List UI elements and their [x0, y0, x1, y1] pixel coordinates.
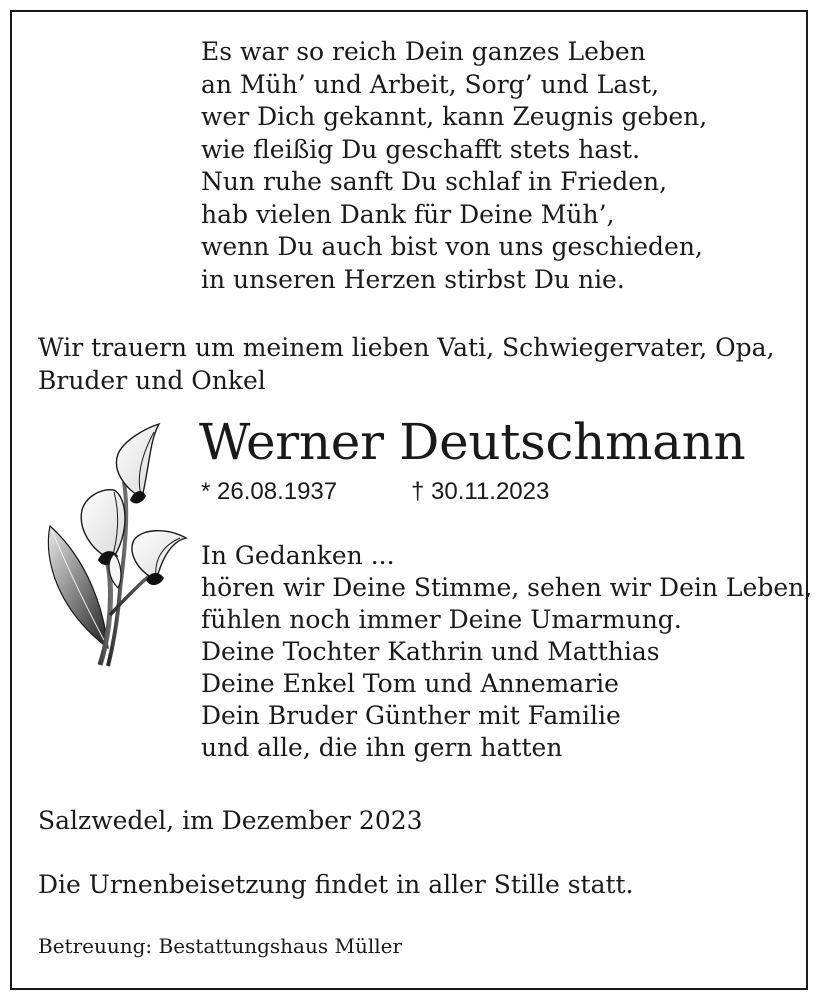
birth-date: * 26.08.1937 [201, 478, 338, 505]
mourner-line: und alle, die ihn gern hatten [201, 733, 563, 762]
mourner-line: Deine Tochter Kathrin und Matthias [201, 637, 660, 666]
poem [201, 36, 707, 296]
life-dates [201, 477, 550, 507]
death-date: † 30.11.2023 [411, 478, 550, 505]
thoughts-block [201, 540, 812, 764]
calla-lily-icon [38, 410, 198, 675]
funeral-home-note: Betreuung: Bestattungshaus Müller [38, 934, 403, 958]
mourner-line: Dein Bruder Günther mit Familie [201, 701, 621, 730]
thoughts-line: fühlen noch immer Deine Umarmung. [201, 605, 682, 634]
place-date: Salzwedel, im Dezember 2023 [38, 806, 423, 835]
poem-line: in unseren Herzen stirbst Du nie. [201, 264, 625, 294]
thoughts-line: In Gedanken ... [201, 541, 395, 570]
mourner-line: Deine Enkel Tom und Annemarie [201, 669, 619, 698]
intro-line: Wir trauern um meinem lieben Vati, Schwiegervater, Opa, [38, 333, 775, 362]
mourning-intro [38, 331, 774, 397]
burial-note: Die Urnenbeisetzung findet in aller Stille statt. [38, 870, 634, 899]
poem-line: wer Dich gekannt, kann Zeugnis geben, [201, 102, 708, 131]
thoughts-line: hören wir Deine Stimme, sehen wir Dein Leben, [201, 573, 813, 602]
deceased-name: Werner Deutschmann [199, 413, 746, 471]
poem-line: Es war so reich Dein ganzes Leben [201, 37, 646, 66]
poem-line: Nun ruhe sanft Du schlaf in Frieden, [201, 167, 668, 196]
poem-line: wenn Du auch bist von uns geschieden, [201, 232, 703, 261]
intro-line: Bruder und Onkel [38, 366, 266, 395]
poem-line: an Müh’ und Arbeit, Sorg’ und Last, [201, 69, 660, 99]
poem-line: hab vielen Dank für Deine Müh’, [201, 199, 615, 229]
poem-line: wie fleißig Du geschafft stets hast. [201, 134, 641, 164]
